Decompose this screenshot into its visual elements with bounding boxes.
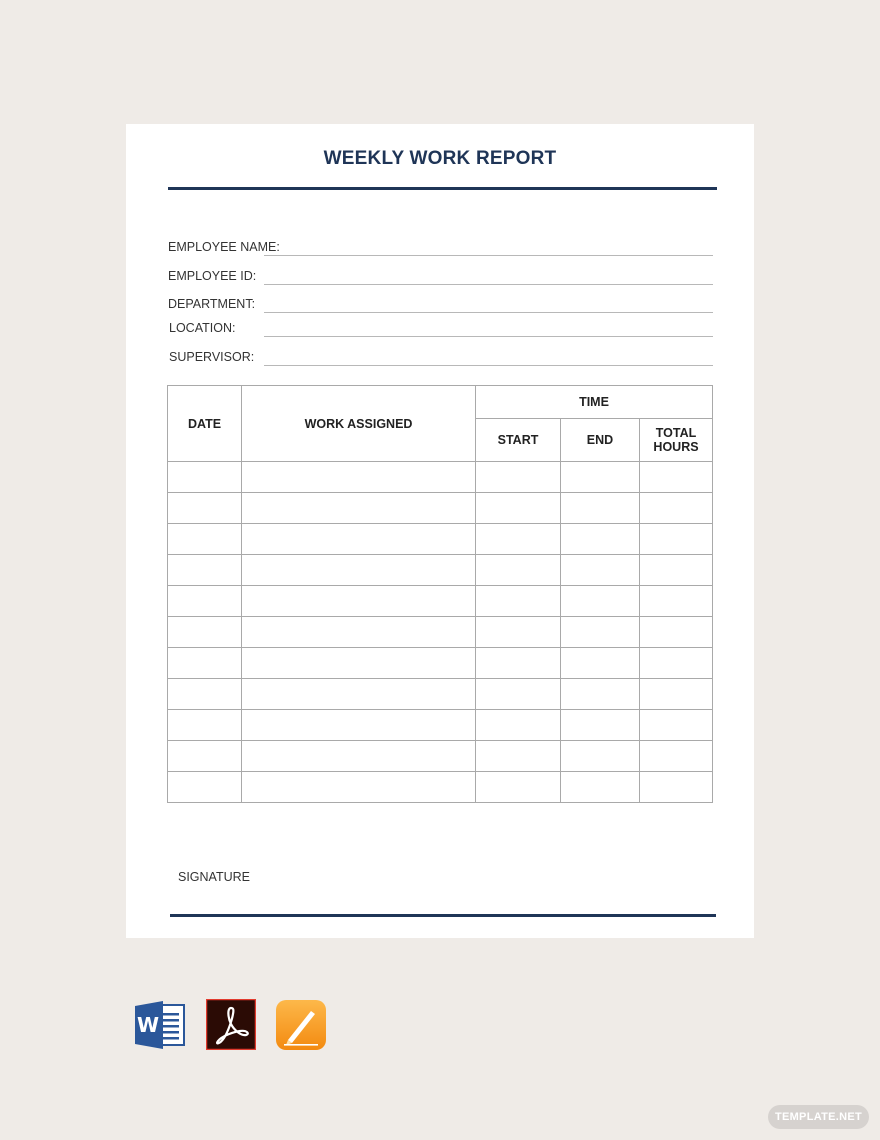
employee-id-line xyxy=(264,284,713,285)
table-cell[interactable] xyxy=(168,524,242,555)
department-label: DEPARTMENT: xyxy=(168,297,256,311)
table-cell[interactable] xyxy=(476,586,561,617)
table-cell[interactable] xyxy=(242,679,476,710)
table-cell[interactable] xyxy=(242,493,476,524)
table-row xyxy=(168,772,713,803)
location-field xyxy=(168,317,713,337)
work-assigned-header: WORK ASSIGNED xyxy=(242,386,476,462)
word-icon[interactable] xyxy=(135,1000,185,1050)
table-cell[interactable] xyxy=(640,741,713,772)
table-cell[interactable] xyxy=(640,679,713,710)
table-cell[interactable] xyxy=(640,462,713,493)
table-cell[interactable] xyxy=(242,555,476,586)
table-row xyxy=(168,648,713,679)
total-hours-line-1: TOTAL xyxy=(655,426,697,440)
supervisor-line xyxy=(264,365,713,366)
total-hours-line-2: HOURS xyxy=(653,440,699,454)
table-cell[interactable] xyxy=(242,741,476,772)
department-field xyxy=(168,293,713,313)
table-cell[interactable] xyxy=(561,555,640,586)
table-cell[interactable] xyxy=(561,493,640,524)
table-cell[interactable] xyxy=(640,586,713,617)
table-cell[interactable] xyxy=(242,710,476,741)
time-header: TIME xyxy=(476,386,713,419)
table-cell[interactable] xyxy=(561,710,640,741)
table-cell[interactable] xyxy=(640,555,713,586)
table-cell[interactable] xyxy=(168,586,242,617)
department-line xyxy=(264,312,713,313)
table-cell[interactable] xyxy=(168,555,242,586)
table-cell[interactable] xyxy=(640,524,713,555)
start-header: START xyxy=(476,419,561,462)
table-cell[interactable] xyxy=(242,648,476,679)
employee-name-field xyxy=(168,236,713,256)
table-cell[interactable] xyxy=(476,493,561,524)
table-cell[interactable] xyxy=(168,710,242,741)
end-header: END xyxy=(561,419,640,462)
table-cell[interactable] xyxy=(640,772,713,803)
location-line xyxy=(264,336,713,337)
table-row xyxy=(168,710,713,741)
table-cell[interactable] xyxy=(640,617,713,648)
work-report-table xyxy=(167,385,713,803)
document-title: WEEKLY WORK REPORT xyxy=(323,148,557,169)
table-cell[interactable] xyxy=(640,648,713,679)
document-page xyxy=(126,124,754,938)
pdf-icon[interactable] xyxy=(206,999,256,1049)
table-cell[interactable] xyxy=(561,679,640,710)
table-cell[interactable] xyxy=(168,493,242,524)
table-cell[interactable] xyxy=(476,648,561,679)
table-cell[interactable] xyxy=(561,741,640,772)
table-row xyxy=(168,462,713,493)
table-cell[interactable] xyxy=(476,524,561,555)
employee-name-line xyxy=(264,255,713,256)
table-row xyxy=(168,555,713,586)
location-label: LOCATION: xyxy=(169,321,236,335)
table-cell[interactable] xyxy=(242,617,476,648)
table-cell[interactable] xyxy=(476,679,561,710)
table-cell[interactable] xyxy=(168,772,242,803)
supervisor-label: SUPERVISOR: xyxy=(169,350,255,364)
table-cell[interactable] xyxy=(476,555,561,586)
table-body xyxy=(168,462,713,803)
table-cell[interactable] xyxy=(476,772,561,803)
table-row xyxy=(168,741,713,772)
table-cell[interactable] xyxy=(476,710,561,741)
signature-label: SIGNATURE xyxy=(178,870,250,884)
title-divider xyxy=(168,187,717,190)
table-cell[interactable] xyxy=(561,462,640,493)
table-cell[interactable] xyxy=(476,462,561,493)
table-cell[interactable] xyxy=(561,648,640,679)
table-cell[interactable] xyxy=(242,586,476,617)
table-cell[interactable] xyxy=(242,772,476,803)
table-cell[interactable] xyxy=(168,741,242,772)
table-cell[interactable] xyxy=(561,586,640,617)
table-row xyxy=(168,524,713,555)
word-icon-letter: W xyxy=(136,1013,160,1037)
table-row xyxy=(168,493,713,524)
table-cell[interactable] xyxy=(561,524,640,555)
employee-id-field xyxy=(168,265,713,285)
table-cell[interactable] xyxy=(168,679,242,710)
table-row xyxy=(168,617,713,648)
table-cell[interactable] xyxy=(640,493,713,524)
supervisor-field xyxy=(168,346,713,366)
table-cell[interactable] xyxy=(168,462,242,493)
date-header: DATE xyxy=(168,386,242,462)
table-row xyxy=(168,679,713,710)
signature-line xyxy=(170,914,716,917)
table-cell[interactable] xyxy=(476,741,561,772)
table-cell[interactable] xyxy=(168,648,242,679)
table-cell[interactable] xyxy=(640,710,713,741)
table-cell[interactable] xyxy=(242,524,476,555)
table-cell[interactable] xyxy=(561,772,640,803)
total-hours-header xyxy=(640,419,713,462)
employee-id-label: EMPLOYEE ID: xyxy=(168,269,257,283)
table-cell[interactable] xyxy=(242,462,476,493)
pages-icon[interactable] xyxy=(276,1000,326,1050)
table-cell[interactable] xyxy=(168,617,242,648)
table-cell[interactable] xyxy=(476,617,561,648)
employee-name-label: EMPLOYEE NAME: xyxy=(168,240,280,254)
table-row xyxy=(168,586,713,617)
template-net-watermark: TEMPLATE.NET xyxy=(768,1105,869,1129)
table-cell[interactable] xyxy=(561,617,640,648)
